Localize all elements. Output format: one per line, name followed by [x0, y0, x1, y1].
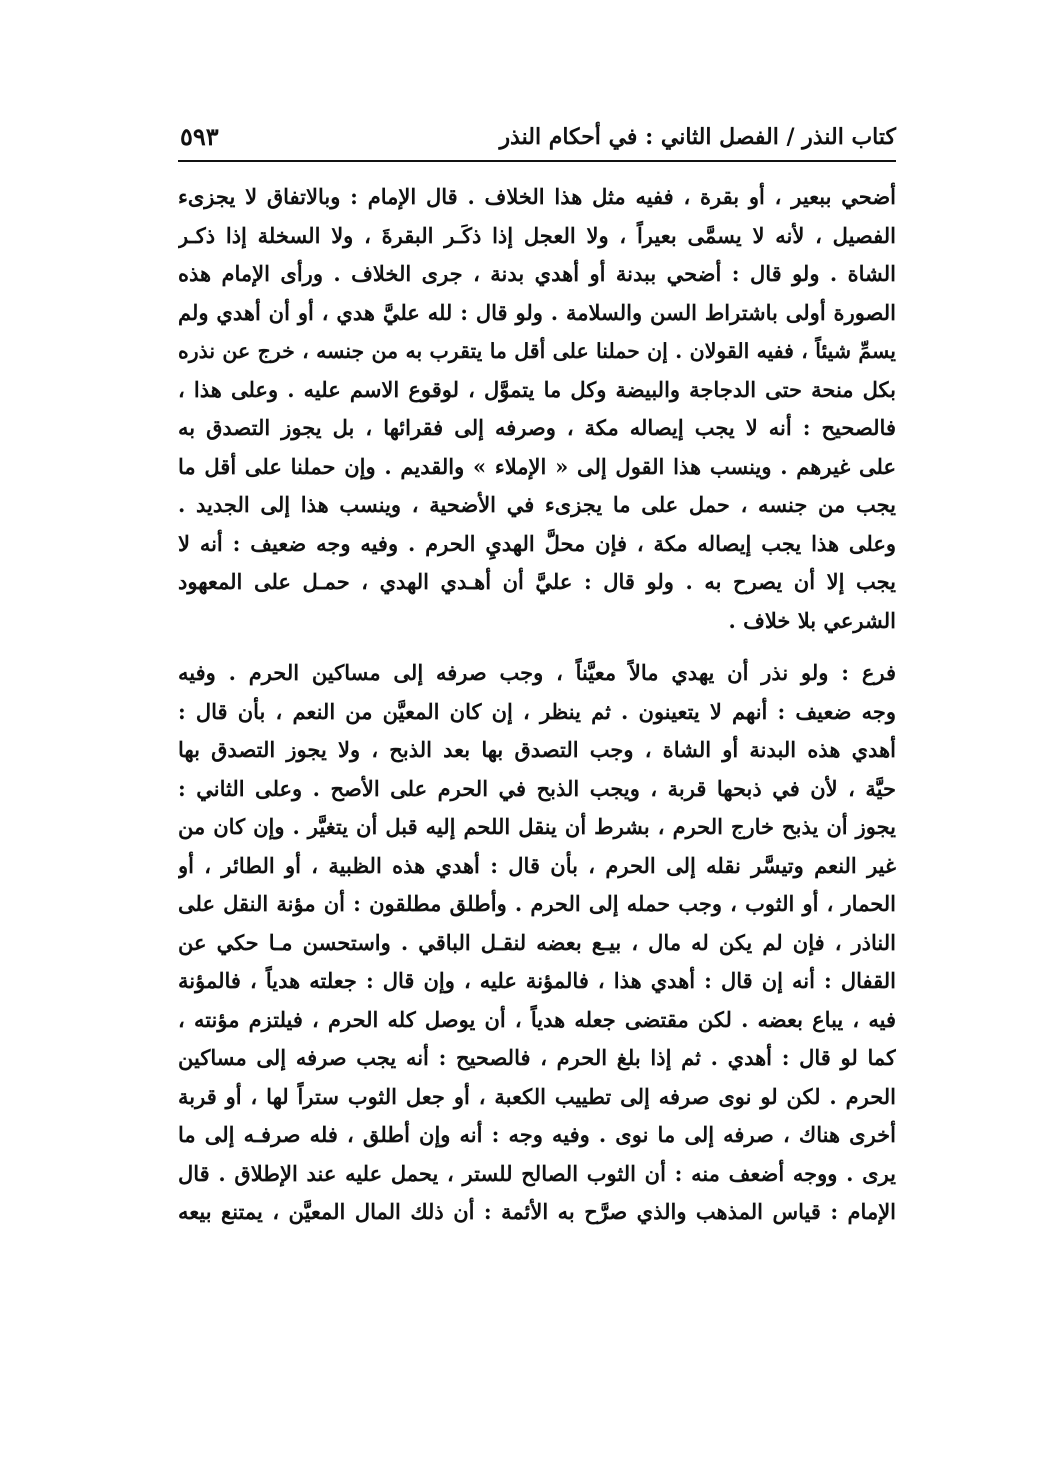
text-line: الصورة أولى باشتراط السن والسلامة . ولو قال : لله عليَّ هدي ، أو أن أهدي ولم — [178, 299, 896, 325]
body-text — [178, 178, 896, 1232]
text-line: يسمِّ شيئاً ، ففيه القولان . إن حملنا على أقل ما يتقرب به من جنسه ، خرج عن نذره — [178, 339, 896, 363]
text-line: القفال : أنه إن قال : أهدي هذا ، فالمؤنة عليه ، وإن قال : جعلته هدياً ، فالمؤنة — [178, 968, 896, 993]
header-rule — [178, 160, 896, 162]
text-line: حيَّة ، لأن في ذبحها قربة ، ويجب الذبح في الحرم على الأصح . وعلى الثاني : — [178, 775, 896, 801]
running-title: كتاب النذر / الفصل الثاني : في أحكام النذر — [499, 124, 896, 150]
text-line: على غيرهم . وينسب هذا القول إلى « الإملاء » والقديم . وإن حملنا على أقل ما — [178, 453, 896, 479]
paragraph-gap — [178, 640, 896, 654]
text-line: أهدي هذه البدنة أو الشاة ، وجب التصدق بها بعد الذبح ، ولا يجوز التصدق بها — [178, 737, 896, 762]
text-line: كما لو قال : أهدي . ثم إذا بلغ الحرم ، فالصحيح : أنه يجب صرفه إلى مساكين — [178, 1045, 896, 1070]
text-line: الإمام : قياس المذهب والذي صرَّح به الأئمة : أن ذلك المال المعيَّن ، يمتنع بيعه — [178, 1199, 896, 1224]
page-number: ٥٩٣ — [180, 122, 219, 151]
text-line: وعلى هذا يجب إيصاله مكة ، فإن محلَّ الهديِ الحرم . وفيه وجه ضعيف : أنه لا — [178, 530, 896, 556]
text-line: الناذر ، فإن لم يكن له مال ، بيـع بعضه لنقـل الباقي . واستحسن مـا حكي عن — [178, 929, 896, 955]
text-line: أضحي ببعير ، أو بقرة ، ففيه مثل هذا الخلاف . قال الإمام : وبالاتفاق لا يجزىء — [178, 184, 896, 209]
text-line: فالصحيح : أنه لا يجب إيصاله مكة ، وصرفه إلى فقرائها ، بل يجوز التصدق به — [178, 415, 896, 440]
text-line: يجوز أن يذبح خارج الحرم ، بشرط أن ينقل اللحم إليه قبل أن يتغيَّر . وإن كان من — [178, 814, 896, 839]
text-line: وجه ضعيف : أنهم لا يتعينون . ثم ينظر ، إن كان المعيَّن من النعم ، بأن قال : — [178, 698, 896, 724]
text-line: فرع : ولو نذر أن يهدي مالاً معيَّناً ، وجب صرفه إلى مساكين الحرم . وفيه — [178, 660, 896, 685]
paragraph — [178, 654, 896, 1232]
text-line: الحمار ، أو الثوب ، وجب حمله إلى الحرم . وأطلق مطلقون : أن مؤنة النقل على — [178, 891, 896, 916]
text-line: الشرعي بلا خلاف . — [728, 607, 896, 633]
text-line: الحرم . لكن لو نوى صرفه إلى تطييب الكعبة ، أو جعل الثوب ستراً لها ، أو قربة — [178, 1083, 896, 1109]
page-header — [178, 118, 896, 158]
text-line: الشاة . ولو قال : أضحي ببدنة أو أهدي بدنة ، جرى الخلاف . ورأى الإمام هذه — [178, 261, 896, 286]
paragraph — [178, 178, 896, 640]
text-line: يجب من جنسه ، حمل على ما يجزىء في الأضحية ، وينسب هذا إلى الجديد . — [178, 492, 896, 517]
text-line: غير النعم وتيسَّر نقله إلى الحرم ، بأن قال : أهدي هذه الظبية ، أو الطائر ، أو — [178, 852, 896, 878]
text-line: يجب إلا أن يصرح به . ولو قال : عليَّ أن أهـدي الهدي ، حمـل على المعهود — [178, 569, 896, 594]
text-line: بكل منحة حتى الدجاجة والبيضة وكل ما يتموَّل ، لوقوع الاسم عليه . وعلى هذا ، — [178, 376, 896, 402]
text-line: أخرى هناك ، صرفه إلى ما نوى . وفيه وجه : أنه وإن أطلق ، فله صرفـه إلى ما — [178, 1122, 896, 1147]
text-line: الفصيل ، لأنه لا يسمَّى بعيراً ، ولا العجل إذا ذكَـر البقرةَ ، ولا السخلة إذا ذكـر — [178, 222, 896, 248]
text-line: يرى . ووجه أضعف منه : أن الثوب الصالح للستر ، يحمل عليه عند الإطلاق . قال — [178, 1160, 896, 1186]
text-line: فيه ، يباع بعضه . لكن مقتضى جعله هدياً ، أن يوصل كله الحرم ، فيلتزم مؤنته ، — [178, 1006, 896, 1032]
